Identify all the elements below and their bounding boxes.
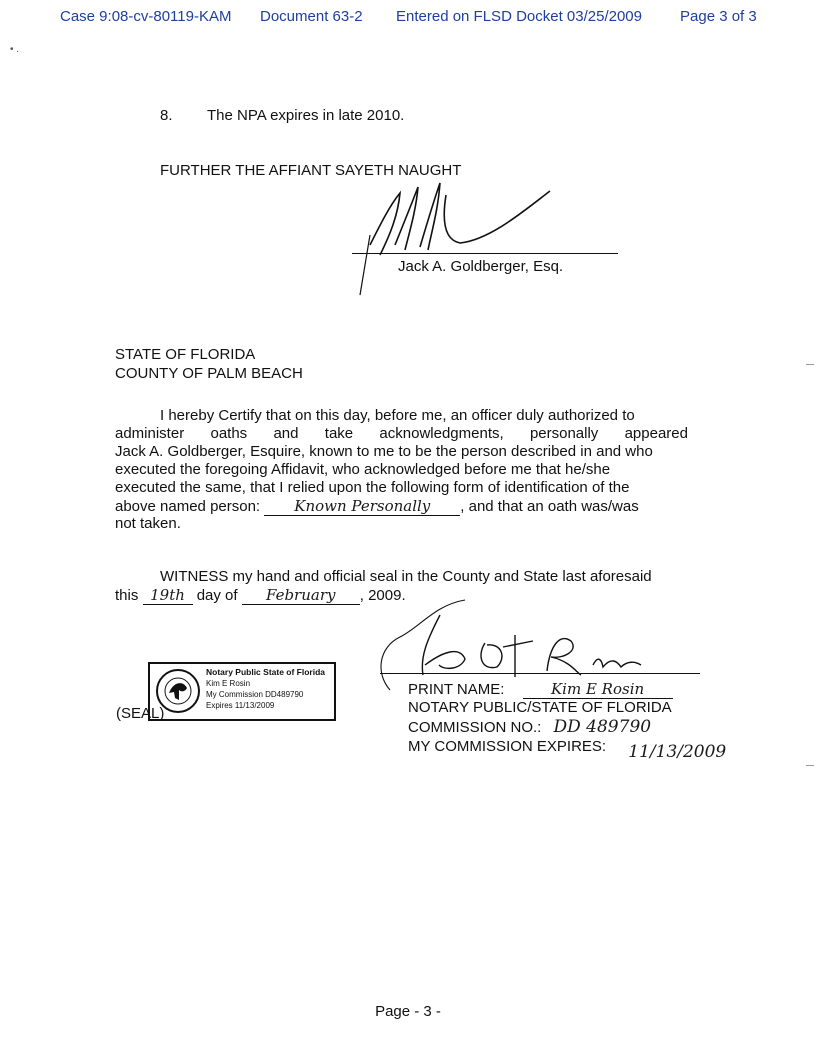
notary-stamp-text [206, 667, 325, 711]
scan-margin-mark [806, 765, 814, 766]
oath-text: , and that an oath was/was [460, 498, 639, 515]
commission-expires-line [408, 737, 727, 762]
certify-line-6 [115, 497, 639, 516]
certify-word: and [273, 425, 299, 442]
notary-stamp [148, 662, 336, 721]
commission-line [408, 718, 651, 737]
certify-word: personally [529, 425, 599, 442]
affiant-name: Jack A. Goldberger, Esq. [398, 258, 564, 275]
scan-speck: • . [10, 44, 20, 55]
commission-label: COMMISSION NO.: [408, 719, 542, 736]
this-label: this [115, 587, 139, 604]
notary-signature-line [380, 673, 700, 674]
identification-label: above named person: [115, 498, 261, 515]
certify-word: administer [115, 425, 185, 442]
day-handwritten: 19th [143, 586, 193, 605]
page-footer: Page - 3 - [375, 1003, 441, 1020]
certify-line-7: not taken. [115, 515, 181, 532]
year-text: , 2009. [359, 587, 406, 604]
certify-word: take [324, 425, 354, 442]
commission-expires-handwritten: 11/13/2009 [628, 742, 727, 762]
notary-title: NOTARY PUBLIC/STATE OF FLORIDA [408, 699, 672, 716]
header-document-number: Document 63-2 [260, 8, 363, 25]
certify-word: acknowledgments, [379, 425, 504, 442]
certify-line-3: Jack A. Goldberger, Esquire, known to me to be the person described in and who [115, 443, 653, 460]
print-name-label: PRINT NAME: [408, 681, 505, 698]
print-name-handwritten: Kim E Rosin [523, 680, 673, 699]
certify-line-5: executed the same, that I relied upon the following form of identification of the [115, 479, 630, 496]
certify-word: appeared [624, 425, 688, 442]
commission-expires-label: MY COMMISSION EXPIRES: [408, 738, 607, 755]
item-8-text: The NPA expires in late 2010. [207, 107, 405, 124]
print-name-line [408, 680, 673, 699]
venue-county: COUNTY OF PALM BEACH [115, 365, 303, 382]
certify-line-4: executed the foregoing Affidavit, who acknowledged before me that he/she [115, 461, 611, 478]
affiant-signature [350, 175, 630, 305]
header-docket-entry: Entered on FLSD Docket 03/25/2009 [396, 8, 642, 25]
month-handwritten: February [242, 586, 360, 605]
witness-date-line [115, 586, 406, 605]
day-of-label: day of [196, 587, 238, 604]
affiant-signature-line [352, 253, 618, 254]
certify-line-2 [115, 425, 688, 443]
certify-word: oaths [210, 425, 248, 442]
header-case-number: Case 9:08-cv-80119-KAM [60, 8, 232, 25]
commission-handwritten: DD 489790 [553, 717, 652, 737]
venue-state: STATE OF FLORIDA [115, 346, 256, 363]
witness-line: WITNESS my hand and official seal in the County and State last aforesaid [160, 568, 652, 585]
scan-margin-mark [806, 364, 814, 365]
stamp-line-2: Kim E Rosin [206, 679, 251, 688]
stamp-line-4: Expires 11/13/2009 [206, 701, 275, 710]
stamp-line-1: Notary Public State of Florida [206, 667, 326, 677]
identification-handwritten: Known Personally [264, 497, 460, 516]
header-page-count: Page 3 of 3 [680, 8, 757, 25]
item-8-number: 8. [160, 107, 173, 124]
seal-label: (SEAL) [116, 705, 165, 722]
stamp-line-3: My Commission DD489790 [206, 690, 304, 699]
certify-line-1: I hereby Certify that on this day, before me, an officer duly authorized to [160, 407, 635, 424]
further-affiant-statement: FURTHER THE AFFIANT SAYETH NAUGHT [160, 162, 462, 179]
